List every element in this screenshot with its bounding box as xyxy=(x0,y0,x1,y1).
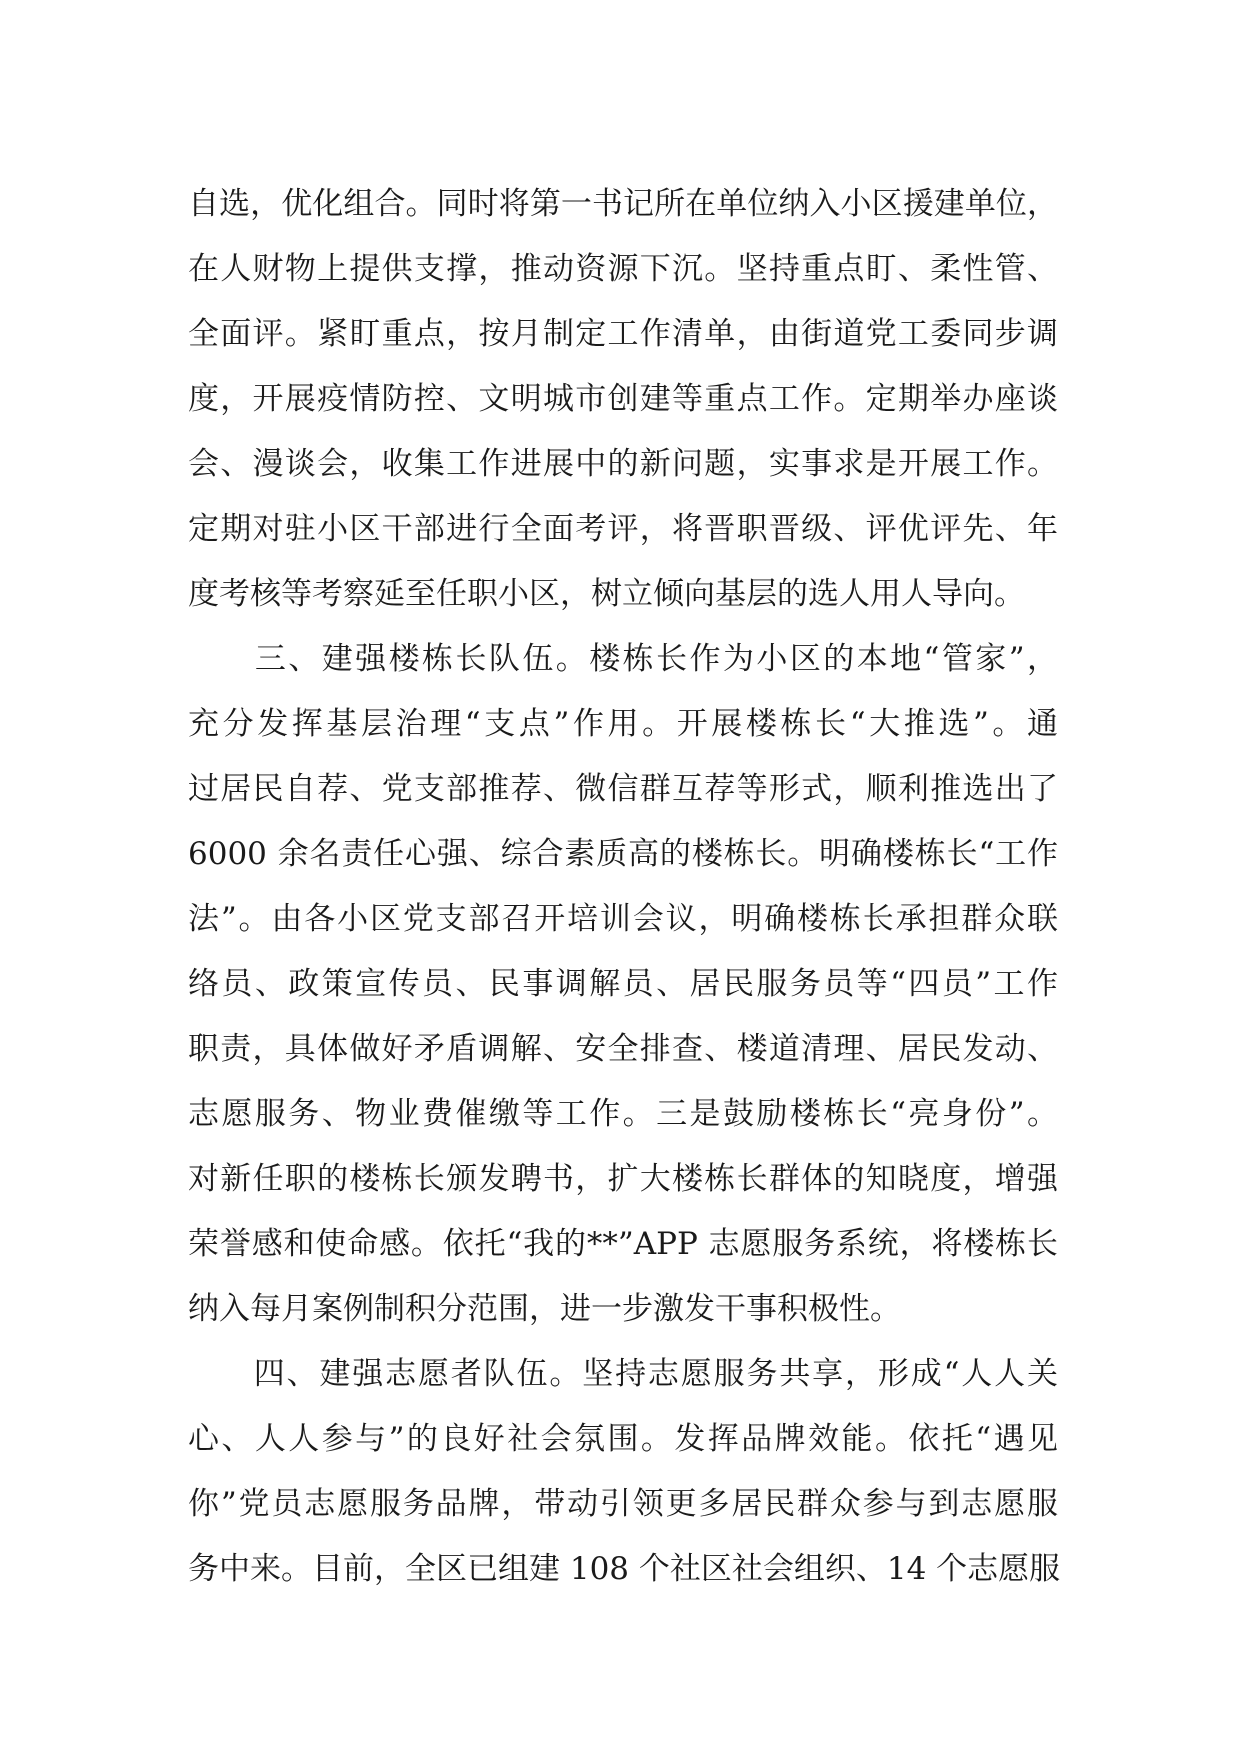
text-line: 会、漫谈会，收集工作进展中的新问题，实事求是开展工作。 xyxy=(188,446,1058,482)
text-line: 心、人人参与”的良好社会氛围。发挥品牌效能。依托“遇见 xyxy=(188,1421,1058,1457)
text-line: 务中来。目前，全区已组建 108 个社区社会组织、14 个志愿服 xyxy=(188,1551,1061,1587)
text-line: 自选，优化组合。同时将第一书记所在单位纳入小区援建单位， xyxy=(188,186,1058,222)
text-line: 在人财物上提供支撑，推动资源下沉。坚持重点盯、柔性管、 xyxy=(188,251,1058,287)
text-line: 度，开展疫情防控、文明城市创建等重点工作。定期举办座谈 xyxy=(188,381,1058,417)
text-line: 定期对驻小区干部进行全面考评，将晋职晋级、评优评先、年 xyxy=(188,511,1058,547)
text-line: 职责，具体做好矛盾调解、安全排查、楼道清理、居民发动、 xyxy=(188,1031,1058,1067)
text-line: 6000 余名责任心强、综合素质高的楼栋长。明确楼栋长“工作 xyxy=(188,836,1058,872)
text-line: 你”党员志愿服务品牌，带动引领更多居民群众参与到志愿服 xyxy=(188,1486,1058,1522)
text-line: 充分发挥基层治理“支点”作用。开展楼栋长“大推选”。通 xyxy=(188,706,1058,742)
text-line: 对新任职的楼栋长颁发聘书，扩大楼栋长群体的知晓度，增强 xyxy=(188,1161,1058,1197)
text-line: 志愿服务、物业费催缴等工作。三是鼓励楼栋长“亮身份”。 xyxy=(188,1096,1058,1132)
text-line: 四、建强志愿者队伍。坚持志愿服务共享，形成“人人关 xyxy=(188,1356,1058,1392)
text-line: 三、建强楼栋长队伍。楼栋长作为小区的本地“管家”， xyxy=(188,641,1058,677)
text-line: 络员、政策宣传员、民事调解员、居民服务员等“四员”工作 xyxy=(188,966,1058,1002)
text-line: 法”。由各小区党支部召开培训会议，明确楼栋长承担群众联 xyxy=(188,901,1058,937)
body-text xyxy=(188,172,1061,1602)
text-line: 度考核等考察延至任职小区，树立倾向基层的选人用人导向。 xyxy=(188,576,1025,612)
text-line: 荣誉感和使命感。依托“我的**”APP 志愿服务系统，将楼栋长 xyxy=(188,1226,1058,1262)
text-line: 全面评。紧盯重点，按月制定工作清单，由街道党工委同步调 xyxy=(188,316,1058,352)
text-line: 过居民自荐、党支部推荐、微信群互荐等形式，顺利推选出了 xyxy=(188,771,1058,807)
text-line: 纳入每月案例制积分范围，进一步激发干事积极性。 xyxy=(188,1291,901,1327)
